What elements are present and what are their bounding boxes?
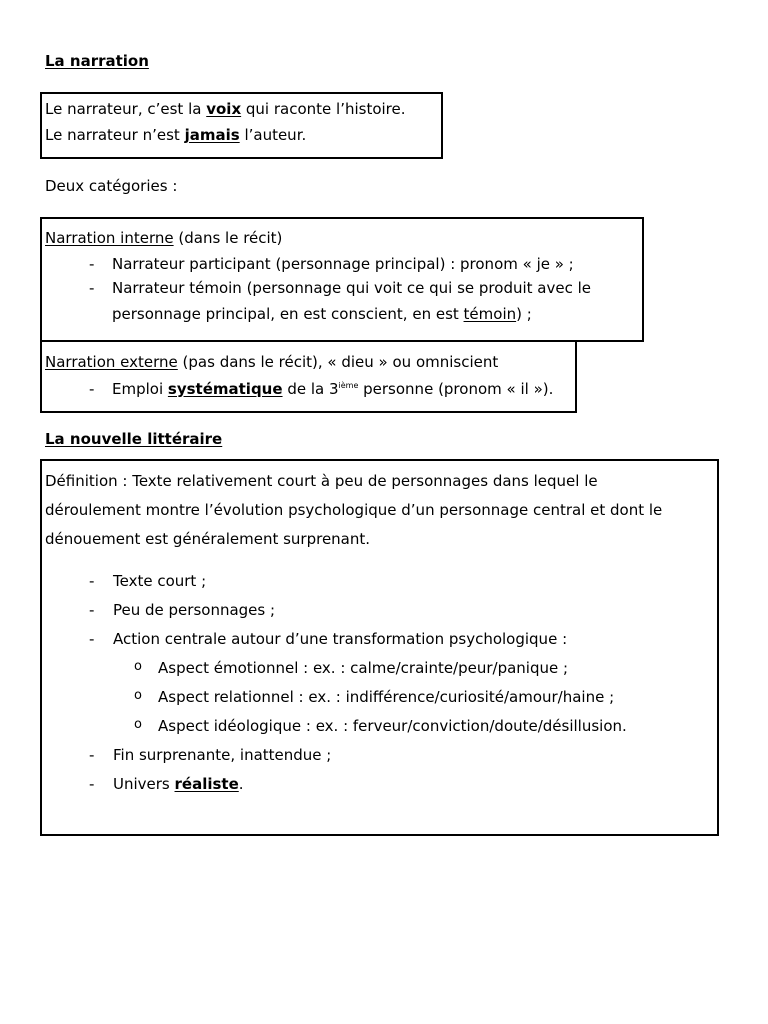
categories-intro: Deux catégories : xyxy=(45,177,178,195)
definition-line2: déroulement montre l’évolution psychologique d’un personnage central et dont le xyxy=(45,501,663,519)
list-item: Fin surprenante, inattendue ; xyxy=(113,746,332,764)
bullet-dash: - xyxy=(89,380,95,398)
list-item: Univers réaliste. xyxy=(113,775,244,793)
list-item: Narrateur témoin (personnage qui voit ce qui se produit avec le xyxy=(112,279,591,297)
sub-bullet-circle: o xyxy=(134,717,142,732)
nouvelle-definition-box xyxy=(40,459,719,836)
bullet-dash: - xyxy=(89,775,95,793)
definition-line1: Définition : Texte relativement court à peu de personnages dans lequel le xyxy=(45,472,598,490)
list-item: Action centrale autour d’une transformation psychologique : xyxy=(113,630,568,648)
emphasis-realiste: réaliste xyxy=(174,775,239,793)
list-item: Peu de personnages ; xyxy=(113,601,276,619)
sub-bullet-circle: o xyxy=(134,688,142,703)
section-title-narration: La narration xyxy=(45,52,149,70)
emphasis-voix: voix xyxy=(206,100,242,118)
sub-list-item: Aspect émotionnel : ex. : calme/crainte/peur/panique ; xyxy=(158,659,569,677)
bullet-dash: - xyxy=(89,746,95,764)
bullet-dash: - xyxy=(89,572,95,590)
section-title-nouvelle: La nouvelle littéraire xyxy=(45,430,223,448)
definition-box-narrateur xyxy=(40,92,443,159)
list-item: Texte court ; xyxy=(113,572,207,590)
sub-list-item: Aspect relationnel : ex. : indifférence/curiosité/amour/haine ; xyxy=(158,688,615,706)
box1-line1: Le narrateur, c’est la voix qui raconte l’histoire. xyxy=(45,100,406,118)
list-item: Emploi systématique de la 3ième personne (pronom « il »). xyxy=(112,380,554,398)
narration-externe-box xyxy=(40,340,577,413)
emphasis-systematique: systématique xyxy=(167,380,283,398)
list-item-continuation: personnage principal, en est conscient, en est témoin) ; xyxy=(112,305,532,323)
narration-externe-heading: Narration externe (pas dans le récit), « dieu » ou omniscient xyxy=(45,353,499,371)
narration-interne-box xyxy=(40,217,644,342)
definition-line3: dénouement est généralement surprenant. xyxy=(45,530,371,548)
narration-interne-heading: Narration interne (dans le récit) xyxy=(45,229,283,247)
bullet-dash: - xyxy=(89,601,95,619)
sub-bullet-circle: o xyxy=(134,659,142,674)
bullet-dash: - xyxy=(89,630,95,648)
box1-line2: Le narrateur n’est jamais l’auteur. xyxy=(45,126,307,144)
bullet-dash: - xyxy=(89,255,95,273)
emphasis-jamais: jamais xyxy=(184,126,240,144)
bullet-dash: - xyxy=(89,279,95,297)
sub-list-item: Aspect idéologique : ex. : ferveur/conviction/doute/désillusion. xyxy=(158,717,627,735)
list-item: Narrateur participant (personnage principal) : pronom « je » ; xyxy=(112,255,574,273)
